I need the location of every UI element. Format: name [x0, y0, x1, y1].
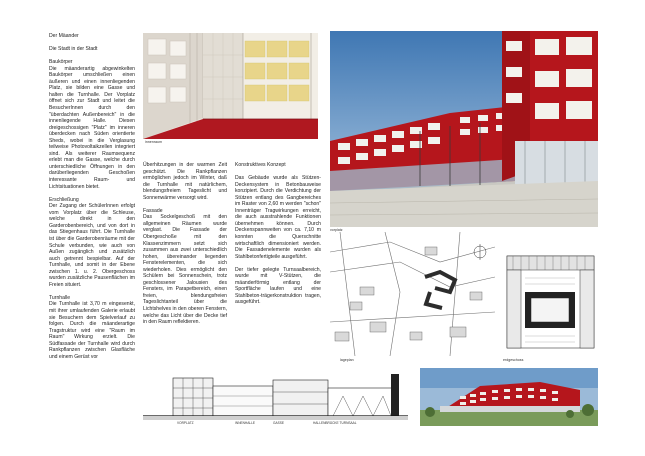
heading-baukoerper: Baukörper	[49, 59, 73, 66]
caption-courtyard: vorplatz	[330, 228, 343, 232]
caption-interior: innenraum	[145, 140, 162, 144]
ground-floor-plan	[503, 252, 598, 356]
section-label-turnsaal: HALLENBRÜCKE TURNSAAL	[313, 421, 357, 425]
section-label-innenhalle: INNENHALLE	[235, 421, 256, 425]
document-subtitle: Die Stadt in der Stadt	[49, 46, 98, 53]
paragraph-turnhalle-cont: Überhitzungen in der warmen Zeit geschützt. Die Rankpflanzen ermöglichen jedoch im Winter, daß die Turnhalle mit natürlichem, blendungsfreiem Tageslicht und Sonnenwärme versorgt wird.	[143, 162, 227, 201]
heading-fassade: Fassade	[143, 207, 163, 214]
heading-erschliessung: Erschließung	[49, 196, 79, 203]
paragraph-turnhalle: Die Turnhalle ist 3,70 m eingesenkt, mit ihrer umlaufenden Galerie erlaubt sie Besuchern dem Spielverlauf zu folgen. Durch die mäanderartige Tragstruktur wird eine "Raum im Raum" Wirkung erzielt. Die Südfassade der Turnhalle wird durch Rankpflanzen zwischen Glasfläche und einem Gerüst vor	[49, 301, 135, 360]
paragraph-erschliessung: Der Zugang der SchülerInnen erfolgt vom Vorplatz über die Schleuse, welche direkt in den Garderobenbereich, und von dort in das Stiegenhaus führt. Die Turnhalle ist über die Garderobenräume mit der Schule verbunden, wie auch von Außen zugänglich und zusätzlich auch getrennt bespielbar. Auf der Turnhalle, und somit in der Ebene zwischen 1. u. 2. Obergeschoss wurden zusätzliche Pausenflächen im Freien situiert.	[49, 203, 135, 288]
document-title: Der Mäander	[49, 33, 79, 39]
interior-render	[143, 33, 318, 139]
paragraph-konstruktion: Das Gebäude wurde als Stützen-Deckensystem in Betonbauweise konzipiert. Durch die Verdichtung der Stützen entlang des Gangbereiches im Raster von 2,60 m werden "schon" Innenträger Tragwirkungen erreicht, die auch ausstrahlende Funktionen übernehmen können. Durch Deckenspannweiten von ca. 7,10 m konnten die Querschnitte wirtschaftlich dimensioniert werden. Die Fassadenelemente wurden als Stahlbetonfertigteile ausgeführt.	[235, 175, 321, 260]
paragraph-baukoerper: Die mäanderartig abgewinkelten Baukörper umschließen einen äußeren und einen innenliegenden Platz, sie bilden eine Gasse und halten die Turnhalle. Der Vorplatz öffnet sich zur Stadt und leitet die BesucherInnen durch den "überdachten Außenbereich" in die innenliegende Halle. Diesen dreigeschossigen "Platz" im inneren überdecken nach Süden orientierte Sheds, wobei in die Verglasung teilweise Photovoltaikzellen integriert sind. Als weiterer Raumsequenz erlebt man die Gasse, welche durch unterschiedliche Öffnungen in den darüberliegenden Geschoßen interessante Raum- und Lichtsituationen bietet.	[49, 65, 135, 190]
section-label-vorplatz: VORPLATZ	[177, 421, 194, 425]
site-plan	[330, 232, 495, 356]
paragraph-turnsaal: Der tiefer gelegte Turnsaalbereich, wurde mit V-Stützen, die mäanderförmig entlang der Sportfläche laufen und eine Stahlbeton-trägerkonstruktion tragen, ausgeführt.	[235, 266, 321, 306]
caption-ground-floor: erdgeschoss	[503, 358, 524, 362]
section-elevation	[143, 370, 408, 428]
courtyard-render	[330, 31, 598, 227]
section-label-gasse: GASSE	[273, 421, 284, 425]
paragraph-fassade: Das Sockelgeschoß mit den allgemeinen Räumen wurde verglast. Die Fassade der Obergeschoße mit den Klassenzimmern setzt sich zusammen aus zwei unterschiedlich hohen, übereinander liegenden Fensterelementen, die sich wiederholen. Dies ermöglicht den Schülern bei Sonnenschein, trotz geschlossener Jalousien des Fensters, im Parapetbereich, einen freien, blendungsfreien Tageslichtanteil über die Lichtshelves in den oberen Fenstern, welche das Licht über die Decke tief in den Raum reflektieren.	[143, 214, 227, 326]
text-column-3	[235, 162, 321, 306]
heading-konstruktion: Konstruktives Konzept	[235, 162, 286, 168]
caption-site-plan: lageplan	[340, 358, 354, 362]
text-column-1	[49, 33, 135, 360]
text-column-2	[143, 162, 227, 326]
aerial-render	[420, 368, 598, 426]
heading-turnhalle: Turnhalle	[49, 294, 71, 301]
